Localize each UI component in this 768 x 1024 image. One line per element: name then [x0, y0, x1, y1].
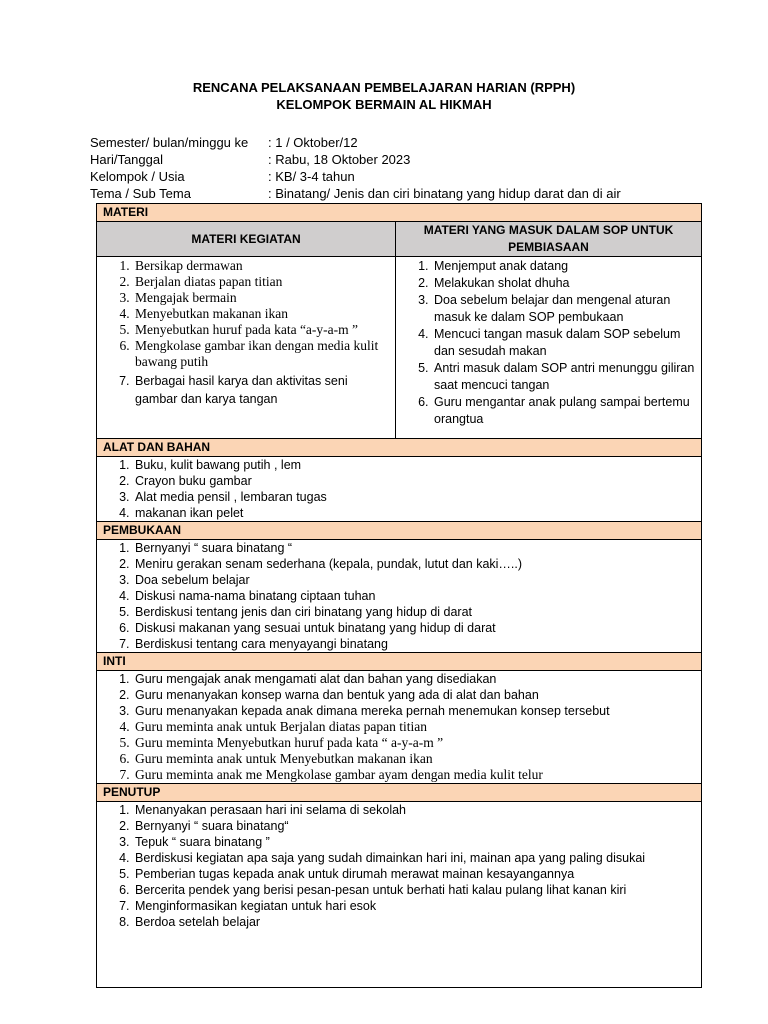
materi-sop-list — [396, 258, 701, 428]
list-item: 3. Doa sebelum belajar — [133, 572, 701, 588]
list-item: 4. Mencuci tangan masuk dalam SOP sebelum dan sesudah makan — [432, 326, 695, 360]
list-item: 3. Guru menanyakan kepada anak dimana mereka pernah menemukan konsep tersebut — [133, 703, 701, 719]
materi-kegiatan-list — [97, 258, 395, 408]
list-item: 1. Buku, kulit bawang putih , lem — [133, 457, 701, 473]
list-item: 5. Berdiskusi tentang jenis dan ciri binatang yang hidup di darat — [133, 604, 701, 620]
list-item: 7. Menginformasikan kegiatan untuk hari esok — [133, 898, 701, 914]
penutup-cell — [97, 802, 702, 988]
section-heading-inti: INTI — [97, 653, 702, 671]
list-item: 1. Bernyanyi “ suara binatang “ — [133, 540, 701, 556]
section-heading-alat: ALAT DAN BAHAN — [97, 439, 702, 457]
list-item: 2. Berjalan diatas papan titian — [133, 274, 379, 290]
list-item: 5. Pemberian tugas kepada anak untuk dirumah merawat mainan kesayangannya — [133, 866, 701, 882]
inti-list — [97, 671, 701, 783]
meta-row — [90, 134, 621, 151]
list-item: 4. Menyebutkan makanan ikan — [133, 306, 379, 322]
list-item: 1. Menanyakan perasaan hari ini selama di sekolah — [133, 802, 701, 818]
section-heading-pembukaan: PEMBUKAAN — [97, 522, 702, 540]
list-item: 3. Mengajak bermain — [133, 290, 379, 306]
list-item: 6. Guru mengantar anak pulang sampai bertemu orangtua — [432, 394, 695, 428]
meta-label: Kelompok / Usia — [90, 169, 185, 184]
column-heading-sop — [396, 222, 702, 257]
list-item: 7. Berbagai hasil karya dan aktivitas seni gambar dan karya tangan — [133, 370, 379, 408]
list-item: 2. Bernyanyi “ suara binatang“ — [133, 818, 701, 834]
meta-value: : 1 / Oktober/12 — [268, 135, 358, 150]
list-item: 4. Berdiskusi kegiatan apa saja yang sudah dimainkan hari ini, mainan apa yang paling disukai — [133, 850, 701, 866]
rpph-table — [96, 203, 702, 988]
meta-row — [90, 168, 621, 185]
list-item: 8. Berdoa setelah belajar — [133, 914, 701, 930]
meta-value: : Binatang/ Jenis dan ciri binatang yang hidup darat dan di air — [268, 186, 621, 201]
materi-kegiatan-cell — [97, 257, 396, 439]
list-item: 5. Guru meminta Menyebutkan huruf pada kata “ a-y-a-m ” — [133, 735, 701, 751]
materi-sop-cell — [396, 257, 702, 439]
meta-label: Semester/ bulan/minggu ke — [90, 135, 249, 150]
inti-cell — [97, 671, 702, 784]
meta-row — [90, 185, 621, 202]
list-item: 1. Guru mengajak anak mengamati alat dan bahan yang disediakan — [133, 671, 701, 687]
list-item: 2. Crayon buku gambar — [133, 473, 701, 489]
section-heading-penutup: PENUTUP — [97, 784, 702, 802]
column-heading-materi-kegiatan — [97, 222, 396, 257]
alat-list — [97, 457, 701, 521]
list-item: 6. Guru meminta anak untuk Menyebutkan makanan ikan — [133, 751, 701, 767]
meta-label: Hari/Tanggal — [90, 152, 163, 167]
list-item: 3. Tepuk “ suara binatang ” — [133, 834, 701, 850]
penutup-list — [97, 802, 701, 930]
list-item: 4. Guru meminta anak untuk Berjalan diatas papan titian — [133, 719, 701, 735]
pembukaan-list — [97, 540, 701, 652]
list-item: 6. Diskusi makanan yang sesuai untuk binatang yang hidup di darat — [133, 620, 701, 636]
list-item: 4. makanan ikan pelet — [133, 505, 701, 521]
meta-block — [90, 134, 621, 202]
column-heading-text: MATERI KEGIATAN — [191, 231, 301, 246]
list-item: 6. Mengkolase gambar ikan dengan media kulit bawang putih — [133, 338, 379, 370]
document-subtitle: KELOMPOK BERMAIN AL HIKMAH — [276, 97, 492, 112]
document-title: RENCANA PELAKSANAAN PEMBELAJARAN HARIAN (RPPH) — [192, 80, 576, 95]
list-item: 4. Diskusi nama-nama binatang ciptaan tuhan — [133, 588, 701, 604]
column-heading-line: MATERI YANG MASUK DALAM SOP UNTUK — [423, 223, 674, 237]
list-item: 3. Doa sebelum belajar dan mengenal aturan masuk ke dalam SOP pembukaan — [432, 292, 695, 326]
list-item: 1. Bersikap dermawan — [133, 258, 379, 274]
section-heading-materi: MATERI — [97, 204, 702, 222]
list-item: 5. Menyebutkan huruf pada kata “a-y-a-m ” — [133, 322, 379, 338]
list-item: 6. Bercerita pendek yang berisi pesan-pesan untuk berhati hati kalau pulang lihat kanan kiri — [133, 882, 701, 898]
list-item: 7. Guru meminta anak me Mengkolase gambar ayam dengan media kulit telur — [133, 767, 701, 783]
meta-value: : Rabu, 18 Oktober 2023 — [268, 152, 411, 167]
column-heading-line: PEMBIASAAN — [508, 240, 589, 254]
list-item: 2. Melakukan sholat dhuha — [432, 275, 695, 292]
list-item: 2. Guru menanyakan konsep warna dan bentuk yang ada di alat dan bahan — [133, 687, 701, 703]
list-item: 1. Menjemput anak datang — [432, 258, 695, 275]
meta-label: Tema / Sub Tema — [90, 186, 191, 201]
list-item: 7. Berdiskusi tentang cara menyayangi binatang — [133, 636, 701, 652]
list-item: 3. Alat media pensil , lembaran tugas — [133, 489, 701, 505]
list-item: 2. Meniru gerakan senam sederhana (kepala, pundak, lutut dan kaki…..) — [133, 556, 701, 572]
list-item: 5. Antri masuk dalam SOP antri menunggu giliran saat mencuci tangan — [432, 360, 695, 394]
alat-cell — [97, 457, 702, 522]
meta-row — [90, 151, 621, 168]
pembukaan-cell — [97, 540, 702, 653]
meta-value: : KB/ 3-4 tahun — [268, 169, 355, 184]
